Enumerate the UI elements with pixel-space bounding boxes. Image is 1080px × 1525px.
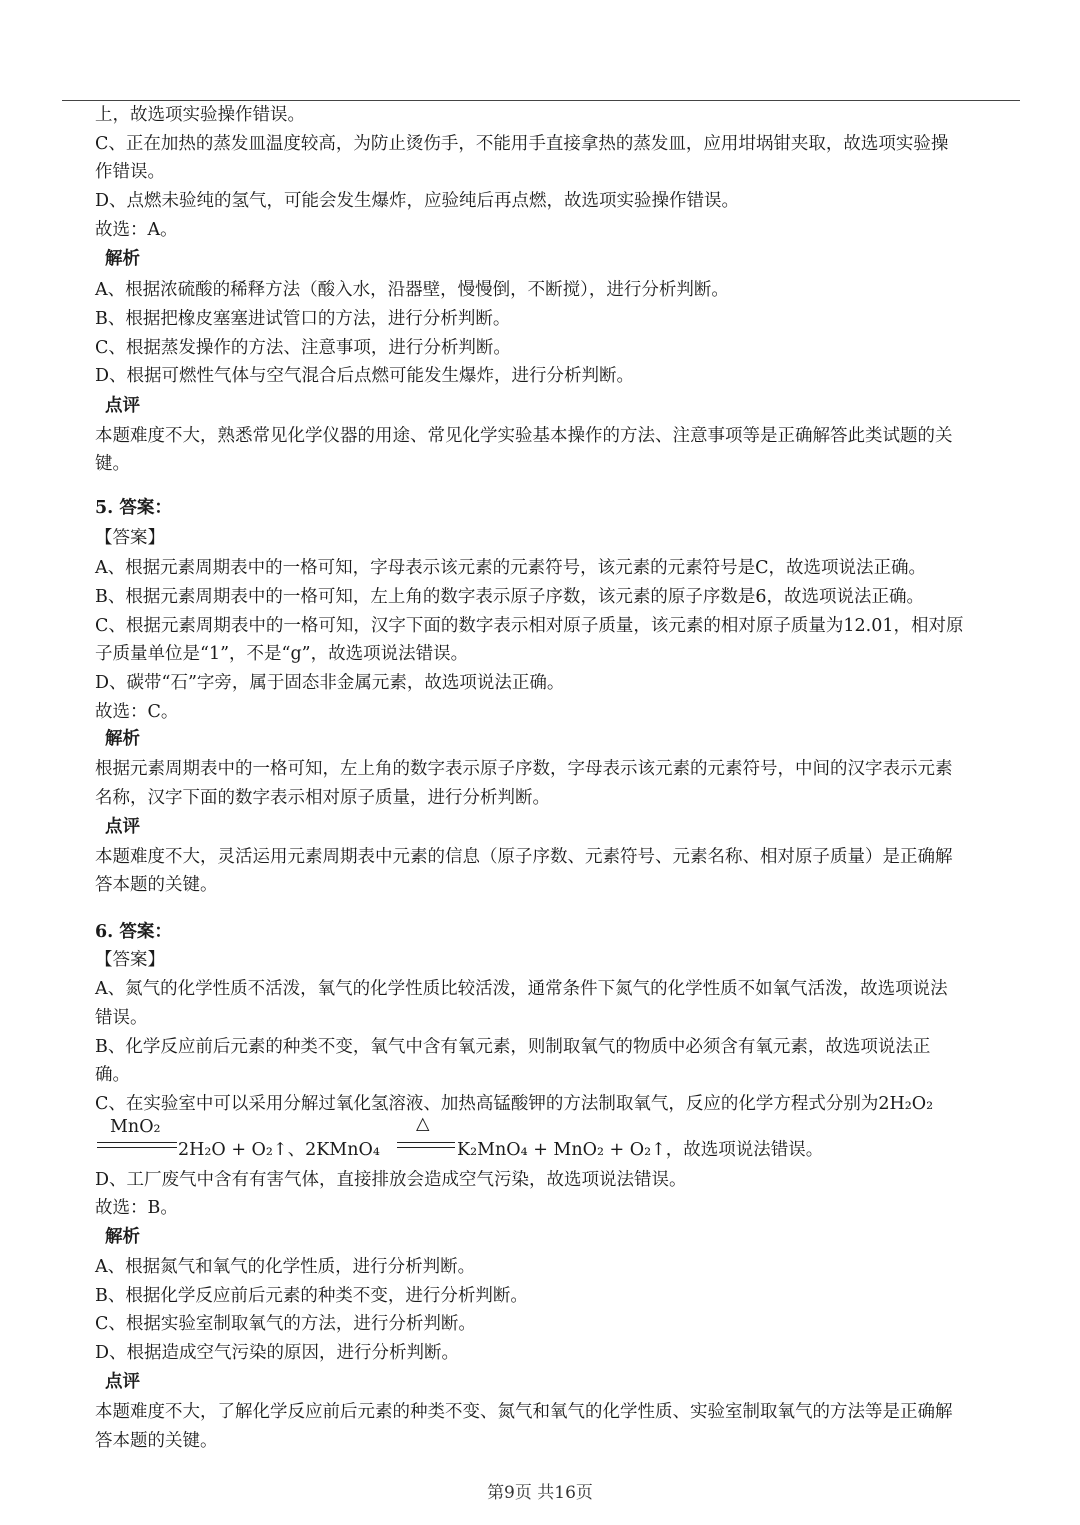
text-line: A、根据氮气和氧气的化学性质，进行分析判断。 bbox=[95, 1257, 476, 1277]
text-line: 故选：A。 bbox=[95, 220, 178, 240]
text-line: D、工厂废气中含有有害气体，直接排放会造成空气污染，故选项说法错误。 bbox=[95, 1170, 687, 1190]
equation-catalyst: MnO₂ bbox=[110, 1117, 161, 1137]
text-line: 故选：B。 bbox=[95, 1198, 178, 1218]
text-line: B、根据把橡皮塞塞进试管口的方法，进行分析判断。 bbox=[95, 309, 511, 329]
equation-equals-bar bbox=[97, 1142, 177, 1148]
question-6-heading: 6. 答案： bbox=[95, 922, 172, 942]
text-line: 根据元素周期表中的一格可知，左上角的数字表示原子序数，字母表示该元素的元素符号，中间的汉字表示元素 bbox=[95, 759, 953, 779]
text-line: C、根据元素周期表中的一格可知，汉字下面的数字表示相对原子质量，该元素的相对原子质量为12.01，相对原 bbox=[95, 616, 964, 636]
text-line: B、化学反应前后元素的种类不变，氧气中含有氧元素，则制取氧气的物质中必须含有氧元素，故选项说法正 bbox=[95, 1037, 931, 1057]
section-heading-comment: 点评 bbox=[105, 1372, 140, 1392]
text-line: B、根据化学反应前后元素的种类不变，进行分析判断。 bbox=[95, 1286, 528, 1306]
text-line: 本题难度不大，熟悉常见化学仪器的用途、常见化学实验基本操作的方法、注意事项等是正确解答此类试题的关 bbox=[95, 426, 953, 446]
equation-products-2: K₂MnO₄ + MnO₂ + O₂↑，故选项说法错误。 bbox=[457, 1140, 824, 1160]
text-line: 确。 bbox=[95, 1065, 130, 1085]
equation-equals-bar bbox=[397, 1142, 455, 1148]
text-line: C、在实验室中可以采用分解过氧化氢溶液、加热高锰酸钾的方法制取氧气，反应的化学方程式分别为2H₂O₂ bbox=[95, 1094, 934, 1114]
equation-heat-symbol: △ bbox=[416, 1114, 430, 1134]
text-line: 本题难度不大，灵活运用元素周期表中元素的信息（原子序数、元素符号、元素名称、相对原子质量）是正确解 bbox=[95, 847, 953, 867]
text-line: D、根据可燃性气体与空气混合后点燃可能发生爆炸，进行分析判断。 bbox=[95, 366, 635, 386]
text-line: A、根据元素周期表中的一格可知，字母表示该元素的元素符号，该元素的元素符号是C，故选项说法正确。 bbox=[95, 558, 927, 578]
section-heading-comment: 点评 bbox=[105, 396, 140, 416]
answer-label: 【答案】 bbox=[95, 950, 165, 970]
text-line: 子质量单位是“1”，不是“g”，故选项说法错误。 bbox=[95, 644, 469, 664]
text-line: 键。 bbox=[95, 454, 130, 474]
section-heading-analysis: 解析 bbox=[105, 1227, 140, 1247]
text-line: A、氮气的化学性质不活泼，氧气的化学性质比较活泼，通常条件下氮气的化学性质不如氧气活泼，故选项说法 bbox=[95, 979, 948, 999]
text-line: D、根据造成空气污染的原因，进行分析判断。 bbox=[95, 1343, 460, 1363]
answer-label: 【答案】 bbox=[95, 528, 165, 548]
text-line: 错误。 bbox=[95, 1008, 148, 1028]
text-line: D、点燃未验纯的氢气，可能会发生爆炸，应验纯后再点燃，故选项实验操作错误。 bbox=[95, 191, 740, 211]
text-line: B、根据元素周期表中的一格可知，左上角的数字表示原子序数，该元素的原子序数是6，故选项说法正确。 bbox=[95, 587, 924, 607]
question-5-heading: 5. 答案： bbox=[95, 498, 172, 518]
text-line: C、根据蒸发操作的方法、注意事项，进行分析判断。 bbox=[95, 338, 511, 358]
text-line: 名称，汉字下面的数字表示相对原子质量，进行分析判断。 bbox=[95, 788, 550, 808]
text-line: A、根据浓硫酸的稀释方法（酸入水，沿器壁，慢慢倒，不断搅），进行分析判断。 bbox=[95, 280, 729, 300]
text-line: 故选：C。 bbox=[95, 702, 179, 722]
equation-products-1: 2H₂O + O₂↑、2KMnO₄ bbox=[178, 1140, 380, 1160]
text-line: 作错误。 bbox=[95, 162, 165, 182]
text-line: D、碳带“石”字旁，属于固态非金属元素，故选项说法正确。 bbox=[95, 673, 565, 693]
text-line: 本题难度不大，了解化学反应前后元素的种类不变、氮气和氧气的化学性质、实验室制取氧气的方法等是正确解 bbox=[95, 1402, 953, 1422]
text-line: C、根据实验室制取氧气的方法，进行分析判断。 bbox=[95, 1314, 476, 1334]
section-heading-analysis: 解析 bbox=[105, 249, 140, 269]
text-line: 答本题的关键。 bbox=[95, 1431, 218, 1451]
text-line: 答本题的关键。 bbox=[95, 875, 218, 895]
page-footer: 第9页 共16页 bbox=[487, 1483, 593, 1503]
section-heading-analysis: 解析 bbox=[105, 729, 140, 749]
text-line: 上，故选项实验操作错误。 bbox=[95, 105, 305, 125]
section-heading-comment: 点评 bbox=[105, 817, 140, 837]
text-line: C、正在加热的蒸发皿温度较高，为防止烫伤手，不能用手直接拿热的蒸发皿，应用坩埚钳夹取，故选项实验操 bbox=[95, 134, 949, 154]
